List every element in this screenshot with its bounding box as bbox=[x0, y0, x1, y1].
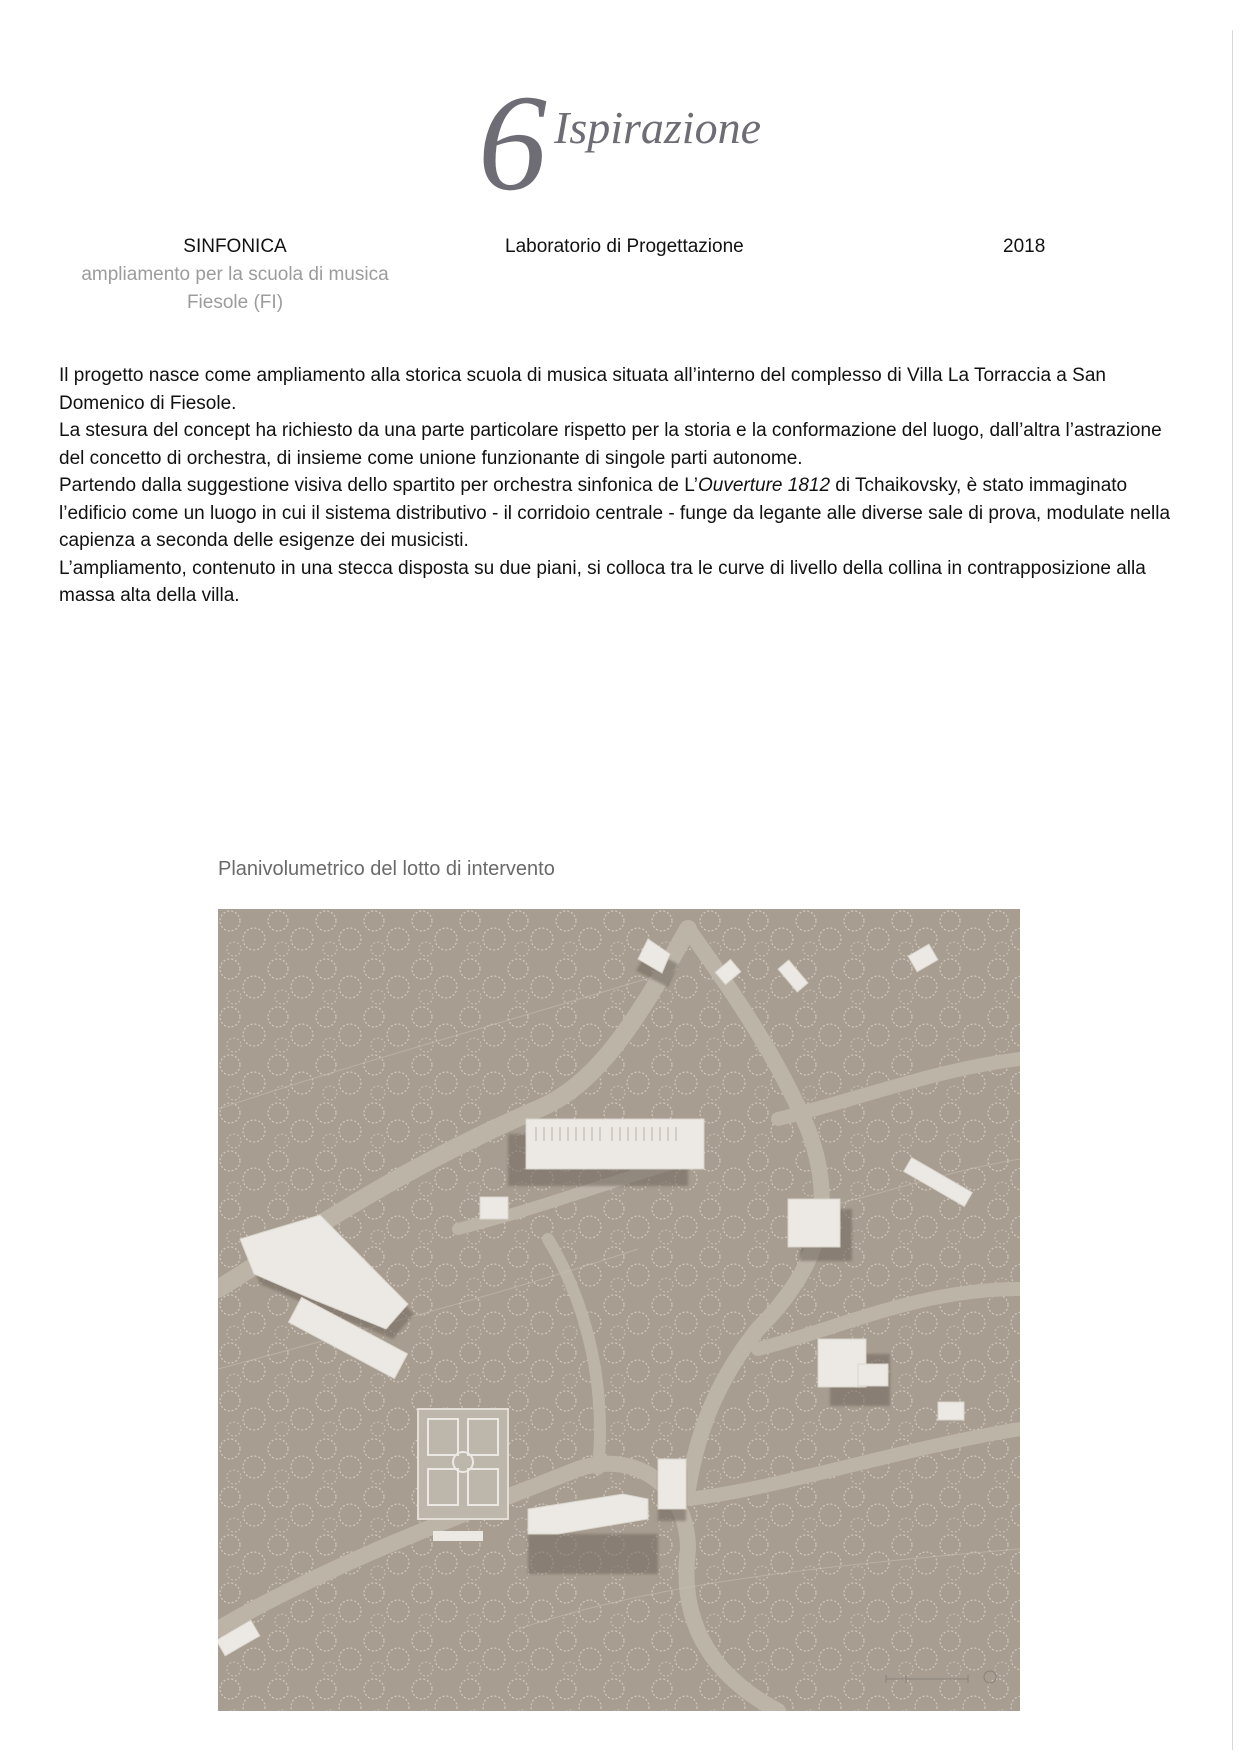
project-year: 2018 bbox=[1003, 236, 1046, 257]
project-location: Fiesole (FI) bbox=[186, 292, 284, 313]
work-title: Ouverture 1812 bbox=[698, 475, 831, 496]
paragraph-3 bbox=[59, 472, 1184, 555]
chapter-number: 6 bbox=[478, 66, 547, 219]
chapter-title: Ispirazione bbox=[554, 102, 761, 153]
course-name: Laboratorio di Progettazione bbox=[505, 236, 744, 257]
building bbox=[480, 1197, 508, 1219]
new-building bbox=[526, 1119, 704, 1169]
paragraph-4: L’ampliamento, contenuto in una stecca disposta su due piani, si colloca tra le curve di livello della collina in contrapposizione alla massa alta della villa. bbox=[59, 557, 1146, 606]
plan-caption: Planivolumetrico del lotto di intervento bbox=[218, 858, 555, 880]
building bbox=[658, 1459, 686, 1509]
paragraph-1: Il progetto nasce come ampliamento alla storica scuola di musica situata all’interno del complesso di Villa La Torraccia a San Domenico di Fiesole. bbox=[59, 365, 1106, 414]
site-plan-image bbox=[218, 909, 1020, 1711]
site-plan-drawing bbox=[218, 909, 1020, 1711]
building bbox=[938, 1402, 964, 1420]
project-subtitle: ampliamento per la scuola di musica bbox=[81, 264, 389, 285]
building bbox=[858, 1364, 888, 1386]
project-name: SINFONICA bbox=[183, 236, 287, 257]
project-info bbox=[40, 233, 430, 317]
page-edge-line bbox=[1232, 30, 1233, 1750]
description-text bbox=[59, 362, 1184, 610]
paragraph-3-end: di Tchaikovsky, è stato immaginato l’edificio come un luogo in cui il sistema distributivo - il corridoio centrale - funge da legante alle diverse sale di prova, modulate nella capienza a seconda delle esigenze dei musicisti. bbox=[59, 475, 1171, 551]
building bbox=[788, 1199, 840, 1247]
paragraph-3-start: Partendo dalla suggestione visiva dello spartito per orchestra sinfonica de L’ bbox=[59, 475, 698, 496]
paragraph-2: La stesura del concept ha richiesto da una parte particolare rispetto per la storia e la conformazione del luogo, dall’altra l’astrazione del concetto di orchestra, di insieme come unione funzionante di singole parti autonome. bbox=[59, 420, 1162, 469]
chapter-heading bbox=[478, 66, 808, 219]
